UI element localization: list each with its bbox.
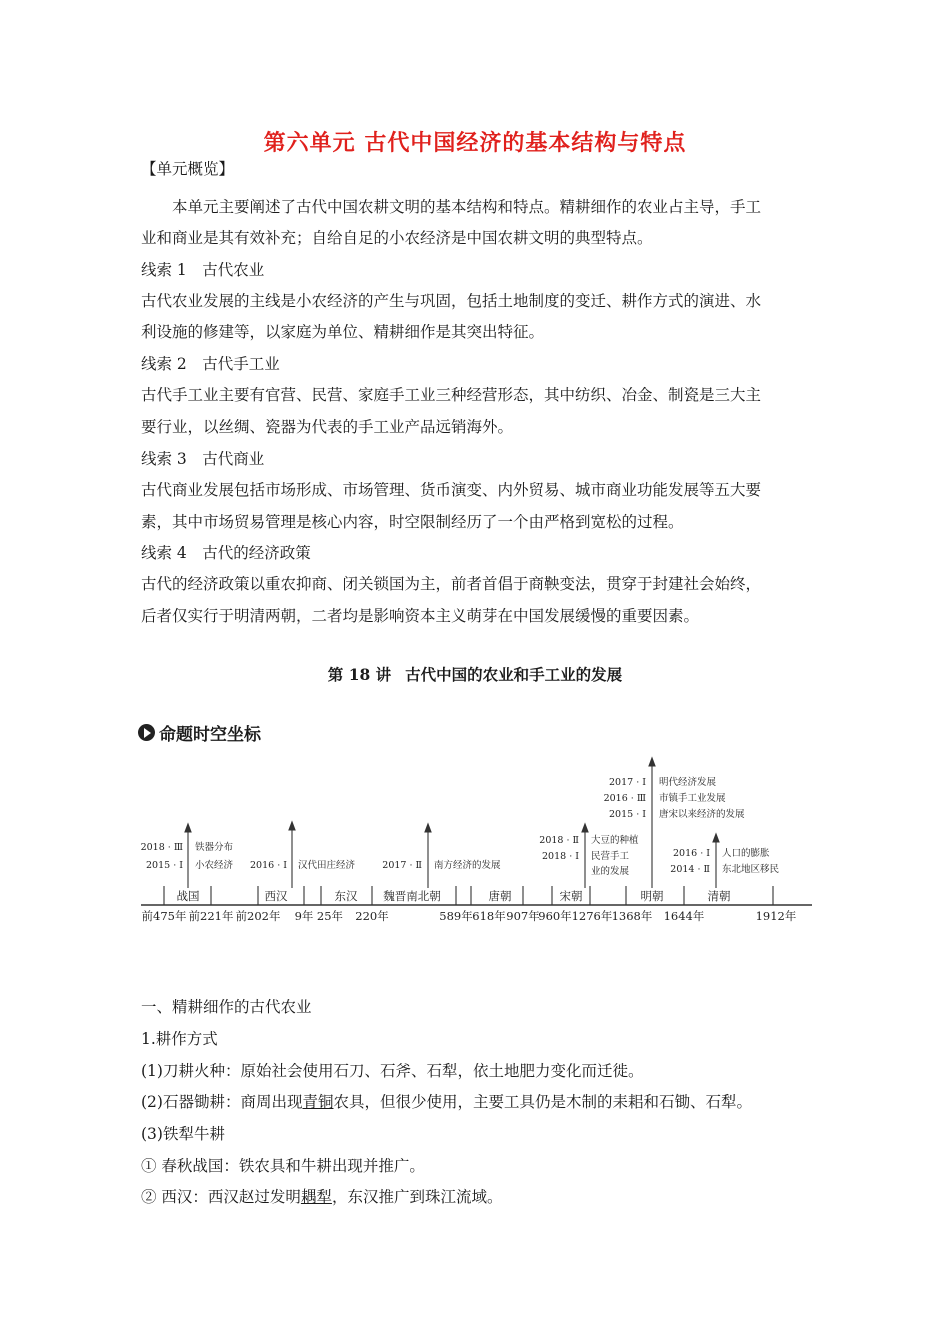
year-label: 1368年 [611,909,653,923]
topic-label: 汉代田庄经济 [298,860,356,871]
topic-label: 东北地区移民 [722,864,780,875]
timeline-diagram [0,750,950,990]
clue-3-line-1: 古代商业发展包括市场形成、市场管理、货币演变、内外贸易、城市商业功能发展等五大要 [141,481,762,499]
year-label: 1644年 [663,909,705,923]
lecture-title: 古代中国的农业和手工业的发展 [405,665,623,684]
topic-label: 民营手工 [591,851,630,862]
heading-agriculture: 一、精耕细作的古代农业 [141,998,312,1016]
paragraph-western-han: ② 西汉：西汉赵过发明耦犁，东汉推广到珠江流域。 [141,1188,503,1206]
lecture-number: 第 18 讲 [327,665,392,684]
year-label: 前221年 [188,909,234,923]
exam-label: 2017 · Ⅱ [382,860,422,871]
dynasty-label: 魏晋南北朝 [383,889,441,903]
clue-3-label: 线索 3 古代商业 [141,450,265,468]
paragraph-slash-burn: (1)刀耕火种：原始社会使用石刀、石斧、石犁，依土地肥力变化而迁徙。 [141,1062,644,1080]
topic-label: 唐宋以来经济的发展 [659,809,745,820]
clue-1-line-2: 利设施的修建等，以家庭为单位、精耕细作是其突出特征。 [141,323,545,341]
year-label: 1276年 [571,909,613,923]
topic-label: 业的发展 [591,866,630,877]
dynasty-label: 宋朝 [559,889,583,903]
clue-4-label: 线索 4 古代的经济政策 [141,544,311,562]
topic-label: 南方经济的发展 [434,860,501,871]
exam-label: 2018 · Ⅱ [539,835,579,846]
overview-header: 【单元概览】 [141,160,235,178]
timeline-ticks [164,886,773,905]
topic-label: 市镇手工业发展 [659,793,726,804]
year-label: 1912年 [755,909,797,923]
dynasty-label: 明朝 [640,889,664,903]
dynasty-label: 唐朝 [488,889,512,903]
year-label: 960年 [538,909,572,923]
clue-4-line-1: 古代的经济政策以重农抑商、闭关锁国为主，前者首倡于商鞅变法，贯穿于封建社会始终， [141,575,762,593]
year-label: 589年 [439,909,473,923]
underlined-term: 青铜 [302,1093,334,1111]
overview-line-1: 本单元主要阐述了古代中国农耕文明的基本结构和特点。精耕细作的农业占主导，手工 [172,198,762,216]
year-label: 618年 [472,909,506,923]
dynasty-label: 清朝 [707,889,731,903]
exam-label: 2018 · Ⅲ [140,842,183,853]
dynasty-label: 东汉 [334,889,358,903]
clue-3-line-2: 素，其中市场贸易管理是核心内容，时空限制经历了一个由严格到宽松的过程。 [141,513,684,531]
topic-label: 铁器分布 [195,842,234,853]
clue-2-line-1: 古代手工业主要有官营、民营、家庭手工业三种经营形态，其中纺织、冶金、制瓷是三大主 [141,386,762,404]
clue-4-line-2: 后者仅实行于明清两朝，二者均是影响资本主义萌芽在中国发展缓慢的重要因素。 [141,607,700,625]
paragraph-stone-hoe: (2)石器锄耕：商周出现青铜农具，但很少使用，主要工具仍是木制的耒耜和石锄、石犁。 [141,1093,752,1111]
year-label: 25年 [316,909,344,923]
dynasty-label: 西汉 [264,889,288,903]
topic-label: 大豆的种植 [591,835,639,846]
year-label: 907年 [506,909,540,923]
overview-line-2: 业和商业是其有效补充；自给自足的小农经济是中国农耕文明的典型特点。 [141,229,653,247]
topic-label: 人口的膨胀 [722,848,770,859]
clue-1-line-1: 古代农业发展的主线是小农经济的产生与巩固，包括土地制度的变迁、耕作方式的演进、水 [141,292,762,310]
play-icon [138,724,155,741]
clue-2-line-2: 要行业，以丝绸、瓷器为代表的手工业产品远销海外。 [141,418,514,436]
exam-label: 2015 · Ⅰ [609,809,646,820]
topic-label: 明代经济发展 [659,777,717,788]
exam-label: 2016 · Ⅲ [603,793,646,804]
year-label: 220年 [355,909,389,923]
topic-label: 小农经济 [195,860,234,871]
lecture-heading [0,663,950,685]
exam-label: 2016 · Ⅰ [673,848,710,859]
exam-label: 2018 · Ⅰ [542,851,579,862]
section-header [138,720,261,745]
clue-2-label: 线索 2 古代手工业 [141,355,280,373]
underlined-term: 耦犁 [300,1188,332,1206]
year-label: 前202年 [235,909,281,923]
exam-label: 2016 · Ⅰ [250,860,287,871]
dynasty-label: 战国 [176,889,200,903]
clue-1-label: 线索 1 古代农业 [141,261,265,279]
paragraph-iron-plow: (3)铁犁牛耕 [141,1125,225,1143]
unit-title: 第六单元 古代中国经济的基本结构与特点 [263,131,687,156]
year-label: 前475年 [141,909,187,923]
exam-label: 2015 · Ⅰ [146,860,183,871]
paragraph-spring-autumn: ① 春秋战国：铁农具和牛耕出现并推广。 [141,1157,425,1175]
year-label: 9年 [294,909,314,923]
subheading-farming-methods: 1.耕作方式 [141,1030,218,1048]
exam-label: 2017 · Ⅰ [609,777,646,788]
exam-label: 2014 · Ⅱ [670,864,710,875]
section-header-label: 命题时空坐标 [159,725,261,745]
